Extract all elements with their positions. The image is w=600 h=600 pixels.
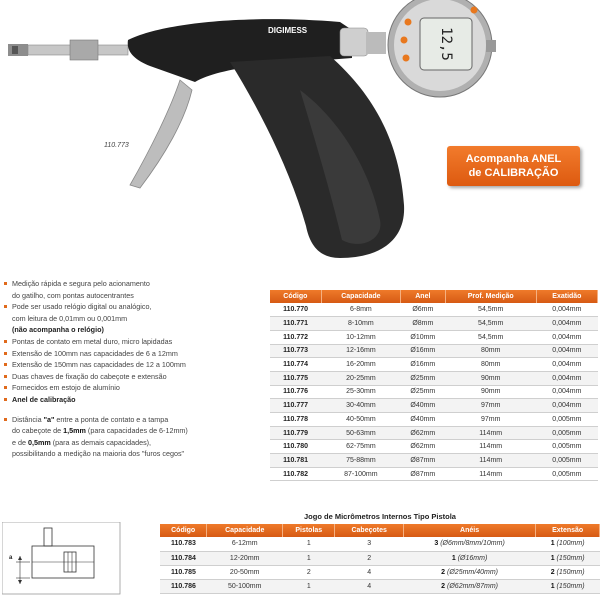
table-cell: 6-8mm [321, 303, 400, 317]
table-cell: Ø87mm [401, 454, 446, 468]
brand-label: DIGIMESS [268, 26, 308, 35]
table-cell: 110.773 [270, 344, 321, 358]
table-cell: 1 (100mm) [536, 537, 600, 551]
bullet-icon [4, 282, 7, 285]
table-cell: 6-12mm [207, 537, 283, 551]
table-cell: 16-20mm [321, 358, 400, 372]
diagram-label: a [9, 555, 13, 561]
table-cell: 12-20mm [207, 551, 283, 565]
table-cell: 20-25mm [321, 371, 400, 385]
table-cell: 90mm [445, 371, 536, 385]
table-cell: 1 (150mm) [536, 579, 600, 593]
table-cell: 110.776 [270, 385, 321, 399]
bullet-icon [4, 305, 7, 308]
bullet-icon [4, 386, 7, 389]
col-header: Anéis [403, 524, 535, 537]
col-header: Código [160, 524, 207, 537]
table-cell: 87-100mm [321, 467, 400, 481]
table-cell: 75-88mm [321, 454, 400, 468]
table-cell: 110.774 [270, 358, 321, 372]
table-cell: 80mm [445, 358, 536, 372]
table-cell: 2 (Ø62mm/87mm) [403, 579, 535, 593]
table-cell: 110.785 [160, 565, 207, 579]
table-cell: 0,005mm [536, 413, 597, 427]
table-cell: 0,004mm [536, 385, 597, 399]
dial-button-icon [471, 7, 478, 14]
table-cell: 0,005mm [536, 440, 597, 454]
table-cell: 3 [335, 537, 403, 551]
table-row [270, 399, 598, 413]
table-cell: 110.771 [270, 317, 321, 331]
bullet-icon [4, 340, 7, 343]
feature-item: Anel de calibração [4, 394, 268, 406]
table-cell: 20-50mm [207, 565, 283, 579]
col-header: Código [270, 290, 321, 303]
table-cell: 1 [283, 551, 335, 565]
feature-item: Medição rápida e segura pelo acionamento [4, 278, 268, 290]
table-cell: 110.781 [270, 454, 321, 468]
col-header: Exatidão [536, 290, 597, 303]
table-cell: 4 [335, 579, 403, 593]
feature-item: Extensão de 150mm nas capacidades de 12 a 100mm [4, 359, 268, 371]
table-cell: 54,5mm [445, 317, 536, 331]
table-cell: Ø8mm [401, 317, 446, 331]
table-cell: 0,004mm [536, 330, 597, 344]
feature-item: Pode ser usado relógio digital ou analógico, [4, 301, 268, 313]
table-cell: 10-12mm [321, 330, 400, 344]
col-header: Capacidade [321, 290, 400, 303]
table-cell: 1 (Ø16mm) [403, 551, 535, 565]
table-cell: 114mm [445, 440, 536, 454]
set-table [160, 524, 600, 594]
table-cell: Ø25mm [401, 371, 446, 385]
table-cell: 110.784 [160, 551, 207, 565]
distance-note: Distância "a" entre a ponta de contato e a tampa [4, 414, 268, 426]
feature-item: Fornecidos em estojo de alumínio [4, 382, 268, 394]
table-cell: 54,5mm [445, 303, 536, 317]
bullet-icon [4, 375, 7, 378]
table-row [270, 385, 598, 399]
feature-item: Duas chaves de fixação do cabeçote e extensão [4, 371, 268, 383]
table-cell: 0,005mm [536, 426, 597, 440]
model-label: 110.773 [104, 142, 129, 149]
table-cell: 54,5mm [445, 330, 536, 344]
table-cell: 0,005mm [536, 467, 597, 481]
feature-item: com leitura de 0,01mm ou 0,001mm [12, 313, 128, 323]
table-cell: 2 (Ø25mm/40mm) [403, 565, 535, 579]
dial-button-icon [405, 19, 412, 26]
badge-line-2: de CALIBRAÇÃO [468, 167, 559, 179]
feature-item: Pontas de contato em metal duro, micro lapidadas [4, 336, 268, 348]
table-cell: Ø62mm [401, 440, 446, 454]
table-cell: 90mm [445, 385, 536, 399]
table-row [270, 303, 598, 317]
distance-note: do cabeçote de 1,5mm (para capacidades de 6-12mm) [12, 426, 188, 436]
table-cell: 8-10mm [321, 317, 400, 331]
table-cell: 110.780 [270, 440, 321, 454]
table-cell: 0,004mm [536, 317, 597, 331]
table-cell: 110.775 [270, 371, 321, 385]
table-row [270, 426, 598, 440]
table-cell: 0,004mm [536, 358, 597, 372]
col-header: Anel [401, 290, 446, 303]
table-row [270, 330, 598, 344]
bullet-icon [4, 398, 7, 401]
table-row [160, 551, 600, 565]
table-row [270, 344, 598, 358]
table-row [160, 537, 600, 551]
feature-item: do gatilho, com pontas autocentrantes [12, 290, 134, 300]
col-header: Pistolas [283, 524, 335, 537]
feature-item: Extensão de 100mm nas capacidades de 6 a 12mm [4, 348, 268, 360]
table-cell: 30-40mm [321, 399, 400, 413]
table-cell: 1 [283, 579, 335, 593]
table-cell: 0,004mm [536, 303, 597, 317]
table-cell: 80mm [445, 344, 536, 358]
table-row [270, 358, 598, 372]
calibration-ring-badge [447, 146, 580, 186]
table-row [270, 317, 598, 331]
table-row [270, 371, 598, 385]
specs-table [270, 290, 598, 481]
table-cell: 114mm [445, 454, 536, 468]
table-cell: 4 [335, 565, 403, 579]
features-list [4, 278, 268, 460]
badge-line-1: Acompanha ANEL [465, 153, 562, 165]
table-cell: 2 (150mm) [536, 565, 600, 579]
table-cell: 110.779 [270, 426, 321, 440]
table-cell: 110.783 [160, 537, 207, 551]
probe-distance-diagram [2, 522, 122, 596]
table-cell: 110.770 [270, 303, 321, 317]
table-cell: Ø87mm [401, 467, 446, 481]
table-cell: Ø25mm [401, 385, 446, 399]
table-cell: 0,004mm [536, 371, 597, 385]
table-cell: 50-63mm [321, 426, 400, 440]
table-cell: 110.778 [270, 413, 321, 427]
feature-item: (não acompanha o relógio) [12, 325, 104, 335]
dial-button-icon [403, 55, 410, 62]
col-header: Extensão [536, 524, 600, 537]
table-row [160, 565, 600, 579]
bullet-icon [4, 418, 7, 421]
table-row [270, 454, 598, 468]
table-cell: 2 [283, 565, 335, 579]
table-row [270, 413, 598, 427]
table-row [270, 467, 598, 481]
col-header: Capacidade [207, 524, 283, 537]
distance-note: e de 0,5mm (para as demais capacidades), [12, 437, 152, 447]
distance-note: possibilitando a medição na maioria dos "furos cegos" [12, 449, 185, 459]
table-cell: 1 (150mm) [536, 551, 600, 565]
table-row [160, 579, 600, 593]
table-cell: 50-100mm [207, 579, 283, 593]
table-cell: 12-16mm [321, 344, 400, 358]
table-cell: 0,005mm [536, 454, 597, 468]
table-cell: Ø40mm [401, 399, 446, 413]
bullet-icon [4, 352, 7, 355]
dial-button-icon [401, 37, 408, 44]
table-cell: 110.786 [160, 579, 207, 593]
table-cell: Ø6mm [401, 303, 446, 317]
table-cell: Ø16mm [401, 358, 446, 372]
dial-display: 12,5 [438, 27, 454, 61]
table-cell: Ø40mm [401, 413, 446, 427]
table-cell: 0,004mm [536, 399, 597, 413]
table-cell: 62-75mm [321, 440, 400, 454]
table-cell: 0,004mm [536, 344, 597, 358]
table-cell: 2 [335, 551, 403, 565]
table-cell: Ø10mm [401, 330, 446, 344]
table-cell: 40-50mm [321, 413, 400, 427]
table-cell: 3 (Ø6mm/8mm/10mm) [403, 537, 535, 551]
table-cell: Ø16mm [401, 344, 446, 358]
table-cell: 110.772 [270, 330, 321, 344]
table-cell: 1 [283, 537, 335, 551]
col-header: Cabeçotes [335, 524, 403, 537]
table-cell: 114mm [445, 426, 536, 440]
bullet-icon [4, 363, 7, 366]
table-cell: 114mm [445, 467, 536, 481]
col-header: Prof. Medição [445, 290, 536, 303]
table-cell: Ø62mm [401, 426, 446, 440]
table-cell: 97mm [445, 413, 536, 427]
table-cell: 110.782 [270, 467, 321, 481]
product-illustration [0, 0, 600, 270]
table-cell: 25-30mm [321, 385, 400, 399]
table-cell: 110.777 [270, 399, 321, 413]
table-cell: 97mm [445, 399, 536, 413]
set-table-title: Jogo de Micrômetros Internos Tipo Pistola [304, 512, 456, 521]
table-row [270, 440, 598, 454]
